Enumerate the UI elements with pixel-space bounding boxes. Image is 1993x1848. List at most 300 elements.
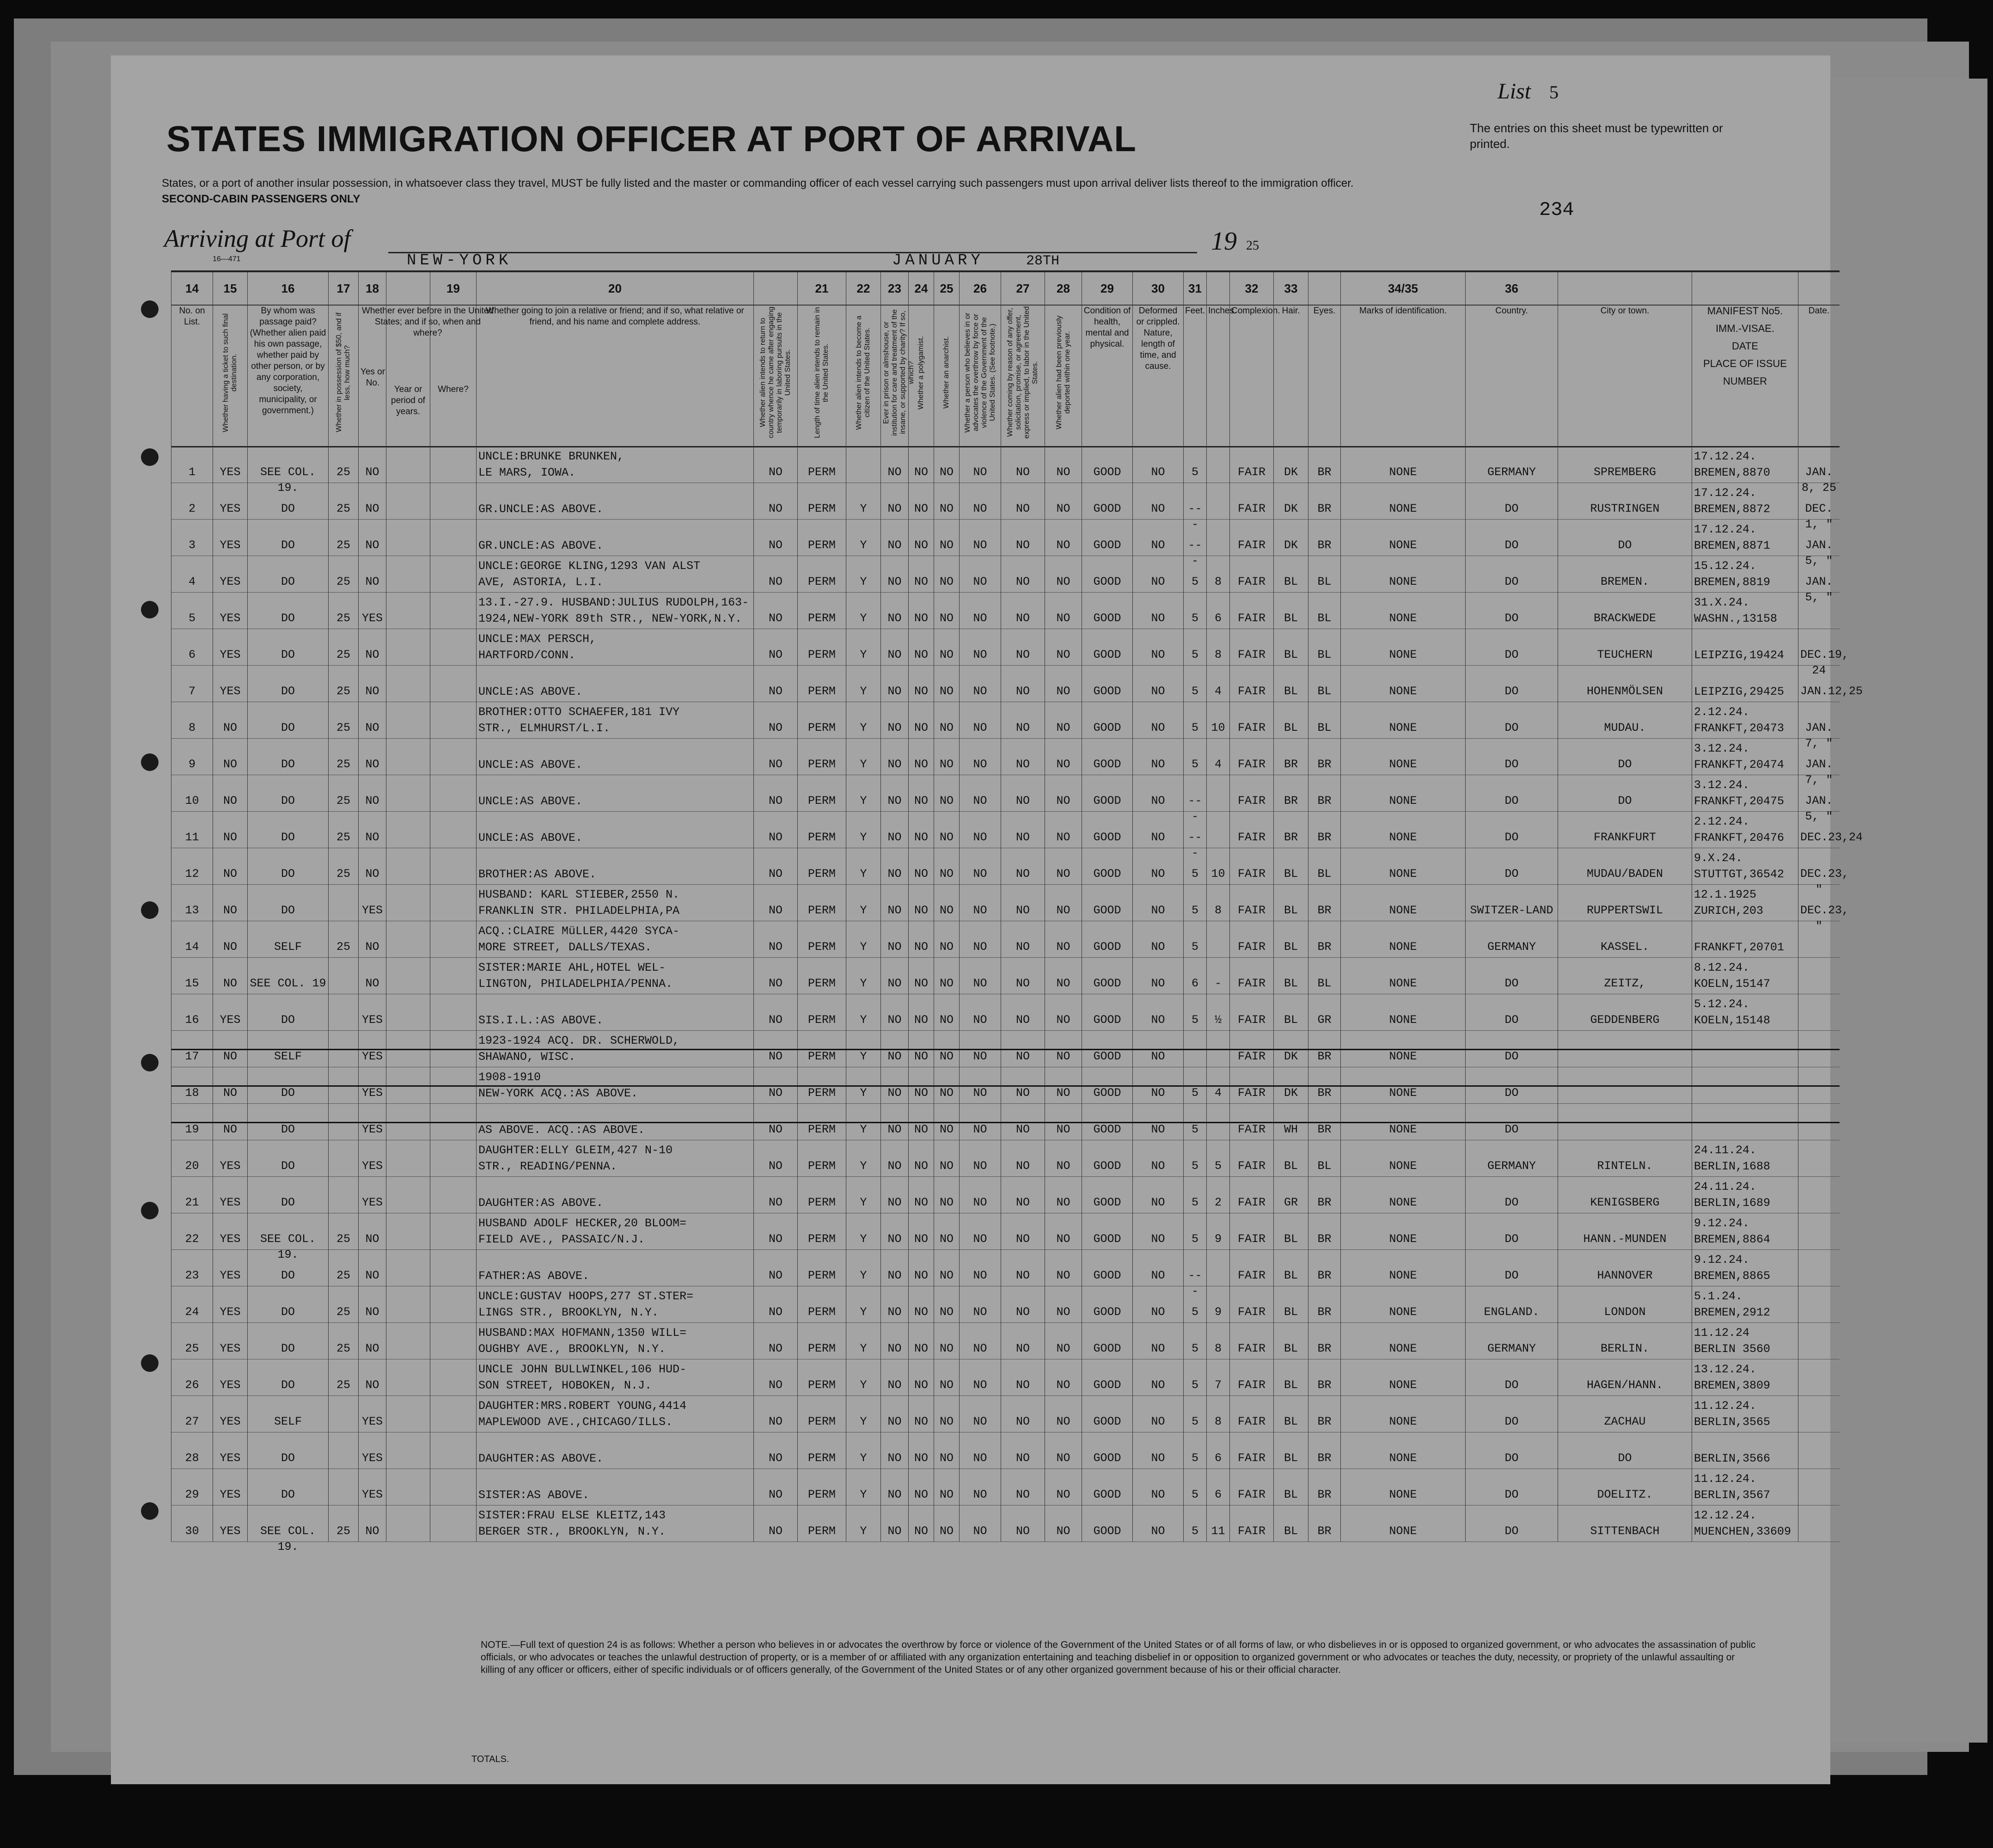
- cell-visa: [1692, 957, 1798, 994]
- table-row: [171, 1395, 1840, 1432]
- cell-an: [934, 1432, 959, 1469]
- cell-health: [1082, 811, 1132, 848]
- visa-place-number: BREMEN,8872: [1694, 502, 1771, 516]
- cell-paid: [247, 519, 328, 556]
- cell-city: [1558, 1286, 1692, 1322]
- relative-line-1: UNCLE:MAX PERSCH,: [478, 632, 597, 646]
- cell-de: [1045, 775, 1082, 811]
- cell-eyes: [1308, 556, 1340, 592]
- cell-de: [1045, 957, 1082, 994]
- cell-deformed: [1132, 629, 1183, 665]
- relative-line-1: 1908-1910: [478, 1071, 541, 1084]
- cell-b: [797, 702, 846, 738]
- cell-ticket: [213, 1469, 247, 1505]
- header-text: Complexion.: [1231, 306, 1280, 316]
- cell-hair: [1273, 1432, 1308, 1469]
- value: NO: [223, 1050, 237, 1063]
- value: PERM: [807, 904, 836, 917]
- value: NO: [365, 1269, 379, 1282]
- cell-period: [386, 519, 430, 556]
- cell-ov: [959, 446, 1001, 483]
- cell-visa: [1692, 1213, 1798, 1249]
- value: NO: [768, 1488, 783, 1501]
- value: NO: [1151, 1415, 1165, 1428]
- value: DK: [1284, 502, 1298, 515]
- value: NO: [887, 977, 902, 990]
- cell-marks: [1340, 446, 1465, 483]
- cell-ov: [959, 702, 1001, 738]
- value: NO: [939, 1305, 954, 1319]
- cell-where: [430, 1322, 476, 1359]
- value: NO: [1151, 465, 1165, 479]
- value: LONDON: [1604, 1305, 1646, 1319]
- cell-po: [908, 1213, 934, 1249]
- value: Y: [860, 940, 867, 954]
- column-number: 21: [797, 272, 846, 305]
- value: NO: [1015, 1159, 1030, 1173]
- cell-period: [386, 629, 430, 665]
- cell-no: [171, 1359, 213, 1395]
- cell-before: [358, 848, 386, 884]
- cell-city: [1558, 921, 1692, 957]
- column-number: [1308, 272, 1340, 305]
- value: BL: [1317, 648, 1332, 661]
- cell-ov: [959, 483, 1001, 519]
- cell-visa: [1692, 1286, 1798, 1322]
- cell-hair: [1273, 446, 1308, 483]
- relative-line-1: UNCLE JOHN BULLWINKEL,106 HUD-: [478, 1363, 687, 1376]
- value: BR: [1317, 940, 1332, 954]
- value: FAIR: [1237, 1159, 1265, 1173]
- cell-paid: [247, 1103, 328, 1140]
- cell-no: [171, 1067, 213, 1103]
- cell-city: [1558, 1103, 1692, 1140]
- cell-cx: [1229, 994, 1273, 1030]
- cell-pr: [880, 702, 908, 738]
- visa-place-number: LEIPZIG,19424: [1694, 649, 1785, 662]
- value: DO: [1504, 1232, 1519, 1246]
- cell-fifty: [328, 1103, 358, 1140]
- value: NO: [939, 465, 954, 479]
- value: GOOD: [1093, 502, 1121, 515]
- cell-paid: [247, 921, 328, 957]
- cell-po: [908, 446, 934, 483]
- value: FAIR: [1237, 1232, 1265, 1246]
- cell-ov: [959, 1067, 1001, 1103]
- value: BL: [1317, 977, 1332, 990]
- cell-la: [1001, 1249, 1045, 1286]
- cell-ticket: [213, 1140, 247, 1176]
- column-number: 24: [908, 272, 934, 305]
- cell-b: [797, 592, 846, 629]
- value: GOOD: [1093, 940, 1121, 954]
- visa-place-number: BREMEN,8871: [1694, 539, 1771, 552]
- cell-an: [934, 994, 959, 1030]
- value: 5: [1191, 758, 1198, 771]
- value: YES: [220, 648, 241, 661]
- value: NO: [939, 831, 954, 844]
- cell-marks: [1340, 592, 1465, 629]
- value: 5: [1191, 867, 1198, 881]
- value: 25: [185, 1342, 199, 1355]
- cell-ft: [1183, 957, 1206, 994]
- cell-ft: [1183, 921, 1206, 957]
- value: NO: [887, 1159, 902, 1173]
- value: NO: [1056, 940, 1070, 954]
- visa-date: 12.12.24.: [1694, 1509, 1757, 1522]
- cell-no: [171, 775, 213, 811]
- cell-visa: [1692, 629, 1798, 665]
- value: GOOD: [1093, 831, 1121, 844]
- value: 25: [336, 502, 350, 515]
- relative-line-1: SISTER:MARIE AHL,HOTEL WEL-: [478, 961, 666, 974]
- cell-city: [1558, 1432, 1692, 1469]
- value: YES: [220, 538, 241, 552]
- value: Y: [860, 721, 867, 734]
- visa-date: 5.12.24.: [1694, 997, 1750, 1011]
- cell-city: [1558, 738, 1692, 775]
- cell-relative: [476, 519, 753, 556]
- value: 5: [1191, 1342, 1198, 1355]
- cell-country: [1465, 1469, 1558, 1505]
- cell-la: [1001, 1469, 1045, 1505]
- cell-pr: [880, 1505, 908, 1542]
- value: NO: [1151, 685, 1165, 698]
- cell-health: [1082, 1030, 1132, 1067]
- visa-place-number: BERLIN,3567: [1694, 1488, 1771, 1502]
- cell-relative: [476, 1067, 753, 1103]
- visa-place-number: FRANKFT,20474: [1694, 758, 1785, 771]
- value: NO: [887, 502, 902, 515]
- value: FAIR: [1237, 1305, 1265, 1319]
- value: NO: [939, 1524, 954, 1538]
- cell-an: [934, 738, 959, 775]
- cell-country: [1465, 1030, 1558, 1067]
- cell-where: [430, 775, 476, 811]
- cell-health: [1082, 775, 1132, 811]
- cell-visa: [1692, 1469, 1798, 1505]
- cell-where: [430, 1395, 476, 1432]
- value: GOOD: [1093, 1196, 1121, 1209]
- cell-visa: [1692, 738, 1798, 775]
- cell-no: [171, 994, 213, 1030]
- cell-pr: [880, 629, 908, 665]
- cell-health: [1082, 483, 1132, 519]
- value: HAGEN/HANN.: [1586, 1378, 1663, 1392]
- cell-ft: [1183, 811, 1206, 860]
- cell-health: [1082, 446, 1132, 483]
- cell-fifty: [328, 1030, 358, 1067]
- value: ---: [1188, 794, 1202, 823]
- visa-place-number: BERLIN,1688: [1694, 1160, 1771, 1173]
- cell-visa: [1692, 1140, 1798, 1176]
- cell-date: [1798, 1286, 1840, 1322]
- cell-ft: [1183, 884, 1206, 921]
- cell-ov: [959, 1140, 1001, 1176]
- value: NO: [1015, 1232, 1030, 1246]
- cell-ov: [959, 1030, 1001, 1067]
- value: NO: [939, 721, 954, 734]
- value: 25: [336, 1232, 350, 1246]
- value: 25: [336, 831, 350, 844]
- cell-an: [934, 1505, 959, 1542]
- cell-de: [1045, 446, 1082, 483]
- cell-b: [797, 848, 846, 884]
- cell-la: [1001, 775, 1045, 811]
- value: DO: [1504, 575, 1519, 588]
- value: BERLIN.: [1600, 1342, 1650, 1355]
- value: BL: [1317, 721, 1332, 734]
- value: DK: [1284, 538, 1298, 552]
- cell-la: [1001, 994, 1045, 1030]
- value: DO: [281, 758, 295, 771]
- cell-marks: [1340, 848, 1465, 884]
- cell-a: [753, 1176, 797, 1213]
- cell-eyes: [1308, 1176, 1340, 1213]
- value: NO: [973, 1013, 987, 1027]
- value: NO: [887, 904, 902, 917]
- cell-a: [753, 629, 797, 665]
- value: 25: [336, 1305, 350, 1319]
- value: 5: [1191, 465, 1198, 479]
- value: GOOD: [1093, 648, 1121, 661]
- value: YES: [220, 1524, 241, 1538]
- value: NONE: [1389, 1524, 1417, 1538]
- column-header-b: [797, 303, 846, 446]
- cell-de: [1045, 1176, 1082, 1213]
- table-row: [171, 1176, 1840, 1213]
- cell-before: [358, 957, 386, 994]
- cell-pr: [880, 848, 908, 884]
- value: 25: [336, 940, 350, 954]
- value: NO: [914, 794, 928, 808]
- cell-country: [1465, 1067, 1558, 1103]
- value: NO: [1151, 721, 1165, 734]
- cell-la: [1001, 1067, 1045, 1103]
- visa-place-number: WASHN.,13158: [1694, 612, 1778, 625]
- cell-a: [753, 738, 797, 775]
- cell-city: [1558, 1030, 1692, 1067]
- column-header-paid: [247, 303, 328, 446]
- relative-line-1: 13.I.-27.9. HUSBAND:JULIUS RUDOLPH,163-: [478, 596, 749, 609]
- value: NO: [1151, 1013, 1165, 1027]
- cell-period: [386, 1322, 430, 1359]
- value: NONE: [1389, 1196, 1417, 1209]
- cell-visa: [1692, 1067, 1798, 1103]
- value: 5: [1191, 685, 1198, 698]
- value: YES: [361, 1415, 383, 1428]
- value: NO: [939, 1415, 954, 1428]
- value: FAIR: [1237, 940, 1265, 954]
- cell-a: [753, 1286, 797, 1322]
- value: NO: [1056, 465, 1070, 479]
- value: NO: [1015, 940, 1030, 954]
- value: NO: [1151, 904, 1165, 917]
- cell-health: [1082, 1067, 1132, 1103]
- value: NO: [939, 867, 954, 881]
- value: BR: [1284, 794, 1298, 808]
- cell-la: [1001, 1322, 1045, 1359]
- cell-before: [358, 1103, 386, 1140]
- header-text: By whom was passage paid? (Whether alien paid his own passage, whether paid by other person, or by any corporation, society, municipality, or government.): [250, 306, 326, 416]
- value: DEC.23, ": [1800, 904, 1849, 933]
- cell-de: [1045, 556, 1082, 592]
- value: NO: [914, 1342, 928, 1355]
- binder-hole: [141, 901, 159, 919]
- value: NO: [939, 1013, 954, 1027]
- cell-city: [1558, 994, 1692, 1030]
- value: NO: [1151, 1159, 1165, 1173]
- value: 25: [336, 721, 350, 734]
- value: FAIR: [1237, 1013, 1265, 1027]
- cell-before: [358, 811, 386, 848]
- value: GOOD: [1093, 575, 1121, 588]
- value: PERM: [807, 1488, 836, 1501]
- value: Y: [860, 1269, 867, 1282]
- cell-health: [1082, 1176, 1132, 1213]
- value: NO: [887, 1378, 902, 1392]
- cell-city: [1558, 629, 1692, 665]
- value: GOOD: [1093, 1159, 1121, 1173]
- value: NO: [365, 465, 379, 479]
- value: 3: [188, 538, 196, 552]
- relative-line-1: SISTER:FRAU ELSE KLEITZ,143: [478, 1509, 666, 1522]
- header-text: Marks of identification.: [1359, 306, 1447, 316]
- visa-date: 9.12.24.: [1694, 1253, 1750, 1267]
- value: NONE: [1389, 940, 1417, 954]
- cell-country: [1465, 1359, 1558, 1395]
- cell-b: [797, 519, 846, 556]
- cell-relative: [476, 1176, 753, 1213]
- cell-city: [1558, 519, 1692, 556]
- value: WH: [1284, 1123, 1298, 1136]
- value: NO: [939, 575, 954, 588]
- cell-ft: [1183, 556, 1206, 592]
- cell-a: [753, 1322, 797, 1359]
- value: DEC.23,24: [1800, 831, 1863, 844]
- cell-in: [1206, 994, 1229, 1030]
- header-text: Whether in possession of $50, and if less, how much?: [335, 312, 351, 433]
- value: 5: [1191, 1378, 1198, 1392]
- cell-deformed: [1132, 848, 1183, 884]
- cell-in: [1206, 1505, 1229, 1542]
- cell-ft: [1183, 592, 1206, 629]
- cell-eyes: [1308, 519, 1340, 556]
- cell-c: [846, 775, 880, 811]
- cell-la: [1001, 884, 1045, 921]
- cell-deformed: [1132, 592, 1183, 629]
- cell-eyes: [1308, 921, 1340, 957]
- header-text: Ever in prison or almshouse, or institution for care and treatment of the insane, or supported by charity? If so, which?: [882, 309, 915, 436]
- column-header-in: [1206, 303, 1237, 446]
- cell-date: [1798, 1505, 1840, 1542]
- visa-place-number: FRANKFT,20475: [1694, 795, 1785, 808]
- relative-line-1: BROTHER:OTTO SCHAEFER,181 IVY: [478, 705, 680, 719]
- before-us-header: Whether ever before in the United States; and if so, when and where?: [361, 306, 494, 338]
- cell-period: [386, 1067, 430, 1103]
- value: MUDAU.: [1604, 721, 1646, 734]
- value: 23: [185, 1269, 199, 1282]
- cell-paid: [247, 1432, 328, 1469]
- value: BR: [1317, 1524, 1332, 1538]
- value: BR: [1317, 904, 1332, 917]
- cell-ticket: [213, 665, 247, 702]
- value: NO: [1056, 575, 1070, 588]
- value: DO: [281, 1196, 295, 1209]
- value: PERM: [807, 502, 836, 515]
- cell-period: [386, 957, 430, 994]
- value: NO: [768, 1013, 783, 1027]
- value: NO: [1056, 1232, 1070, 1246]
- cell-no: [171, 1395, 213, 1432]
- cell-la: [1001, 738, 1045, 775]
- value: DO: [281, 1488, 295, 1501]
- cell-ticket: [213, 1030, 247, 1067]
- cell-fifty: [328, 1359, 358, 1395]
- form-title: STATES IMMIGRATION OFFICER AT PORT OF ARRIVAL: [166, 118, 1137, 159]
- cell-cx: [1229, 1249, 1273, 1286]
- value: 10: [1211, 721, 1225, 734]
- cell-c: [846, 738, 880, 775]
- cell-la: [1001, 921, 1045, 957]
- cell-c: [846, 811, 880, 848]
- cell-health: [1082, 848, 1132, 884]
- cell-in: [1206, 446, 1229, 483]
- cell-city: [1558, 556, 1692, 592]
- cell-la: [1001, 1213, 1045, 1249]
- value: GOOD: [1093, 1086, 1121, 1100]
- cell-deformed: [1132, 1432, 1183, 1469]
- value: Y: [860, 575, 867, 588]
- cell-no: [171, 1030, 213, 1067]
- cell-po: [908, 629, 934, 665]
- value: 5: [1191, 648, 1198, 661]
- value: NO: [1015, 1086, 1030, 1100]
- cell-paid: [247, 1395, 328, 1432]
- value: FAIR: [1237, 575, 1265, 588]
- cell-po: [908, 957, 934, 994]
- value: HOHENMÖLSEN: [1586, 685, 1663, 698]
- value: NO: [1151, 1086, 1165, 1100]
- visa-place-number: BERLIN,1689: [1694, 1196, 1771, 1210]
- cell-ft: [1183, 1322, 1206, 1359]
- value: NO: [1056, 1123, 1070, 1136]
- visa-date: 3.12.24.: [1694, 742, 1750, 755]
- value: YES: [220, 502, 241, 515]
- cell-la: [1001, 629, 1045, 665]
- cell-ov: [959, 921, 1001, 957]
- cell-ft: [1183, 1249, 1206, 1298]
- relative-line-2: FATHER:AS ABOVE.: [478, 1269, 590, 1283]
- cell-paid: [247, 629, 328, 665]
- value: NO: [223, 1086, 237, 1100]
- value: NO: [1151, 1488, 1165, 1501]
- cell-ft: [1183, 775, 1206, 823]
- value: NO: [973, 721, 987, 734]
- cell-visa: [1692, 1432, 1798, 1469]
- cell-marks: [1340, 1395, 1465, 1432]
- binder-hole: [141, 1202, 159, 1219]
- cell-b: [797, 1432, 846, 1469]
- value: NO: [973, 940, 987, 954]
- cell-de: [1045, 1103, 1082, 1140]
- cell-marks: [1340, 775, 1465, 811]
- value: NO: [973, 1524, 987, 1538]
- cell-po: [908, 483, 934, 519]
- cell-city: [1558, 1249, 1692, 1286]
- cell-deformed: [1132, 1030, 1183, 1067]
- cell-deformed: [1132, 1359, 1183, 1395]
